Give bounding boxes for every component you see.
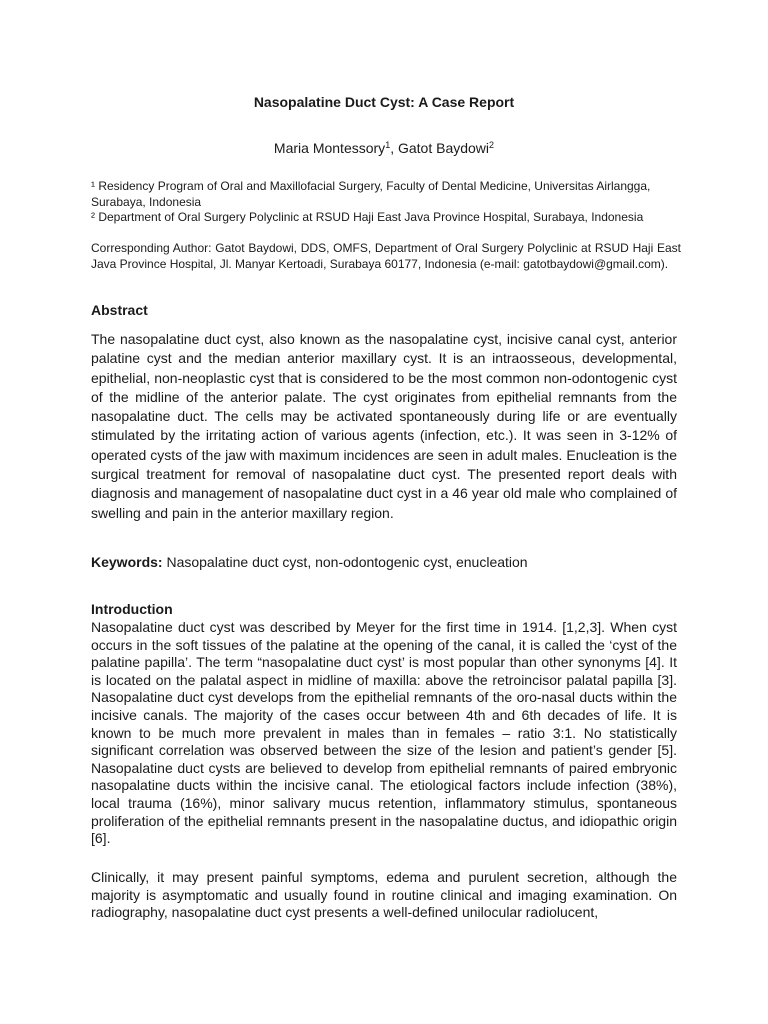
- abstract-heading: Abstract: [91, 302, 148, 318]
- keywords-line: [91, 554, 677, 570]
- corresponding-author: Corresponding Author: Gatot Baydowi, DDS, OMFS, Department of Oral Surgery Polyclinic at RSUD Haji East Java Province Hospital, Jl. Manyar Kertoadi, Surabaya 60177, Indonesia (e-mail: gatotbaydowi@gmail.com).: [91, 241, 681, 271]
- author-superscript: 1: [385, 140, 391, 150]
- paper-title: Nasopalatine Duct Cyst: A Case Report: [253, 94, 515, 110]
- author-superscript: 2: [489, 140, 495, 150]
- affiliation-2: ² Department of Oral Surgery Polyclinic at RSUD Haji East Java Province Hospital, Surabaya, Indonesia: [91, 210, 644, 224]
- keywords-text: Nasopalatine duct cyst, non-odontogenic cyst, enucleation: [162, 554, 528, 570]
- author-name: Maria Montessory: [273, 140, 386, 156]
- affiliation-1: ¹ Residency Program of Oral and Maxillofacial Surgery, Faculty of Dental Medicine, Universitas Airlangga, Surabaya, Indonesia: [91, 179, 651, 209]
- abstract-text: The nasopalatine duct cyst, also known as the nasopalatine cyst, incisive canal cyst, anterior palatine cyst and the median anterior maxillary cyst. It is an intraosseous, developmental, epithelial, non-neoplastic cyst that is considered to be the most common non-odontogenic cyst of the midline of the anterior palate. The cyst originates from epithelial remnants from the nasopalatine duct. The cells may be activated spontaneously during life or are eventually stimulated by the irritating action of various agents (infection, etc.). It was seen in 3-12% of operated cysts of the jaw with maximum incidences are seen in adult males. Enucleation is the surgical treatment for removal of nasopalatine duct cyst. The presented report deals with diagnosis and management of nasopalatine duct cyst in a 46 year old male who complained of swelling and pain in the anterior maxillary region.: [91, 331, 677, 521]
- keywords-label: Keywords:: [91, 554, 163, 570]
- introduction-heading: Introduction: [91, 601, 173, 617]
- introduction-paragraph-1: Nasopalatine duct cyst was described by Meyer for the first time in 1914. [1,2,3]. When cyst occurs in the soft tissues of the palatine at the opening of the canal, it is called the ‘cyst of the palatine papilla’. The term “nasopalatine duct cyst’ is most popular than other synonyms [4]. It is located on the palatal aspect in midline of maxilla: above the retroincisor palatal papilla [3]. Nasopalatine duct cyst develops from the epithelial remnants of the oro-nasal ducts within the incisive canals. The majority of the cases occur between 4th and 6th decades of life. It is known to be much more prevalent in males than in females – ratio 3:1. No statistically significant correlation was observed between the size of the lesion and patient’s gender [5]. Nasopalatine duct cysts are believed to develop from epithelial remnants of paired embryonic nasopalatine ducts within the incisive canal. The etiological factors include infection (38%), local trauma (16%), minor salivary mucus retention, inflammatory stimulus, spontaneous proliferation of the epithelial remnants present in the nasopalatine ductus, and idiopathic origin [6].: [91, 619, 677, 847]
- author-separator: ,: [390, 140, 398, 156]
- author-line: [0, 140, 768, 156]
- introduction-paragraph-2: Clinically, it may present painful symptoms, edema and purulent secretion, although the majority is asymptomatic and usually found in routine clinical and imaging examination. On radiography, nasopalatine duct cyst presents a well-defined unilocular radiolucent,: [91, 869, 677, 921]
- author-name: Gatot Baydowi: [397, 140, 490, 156]
